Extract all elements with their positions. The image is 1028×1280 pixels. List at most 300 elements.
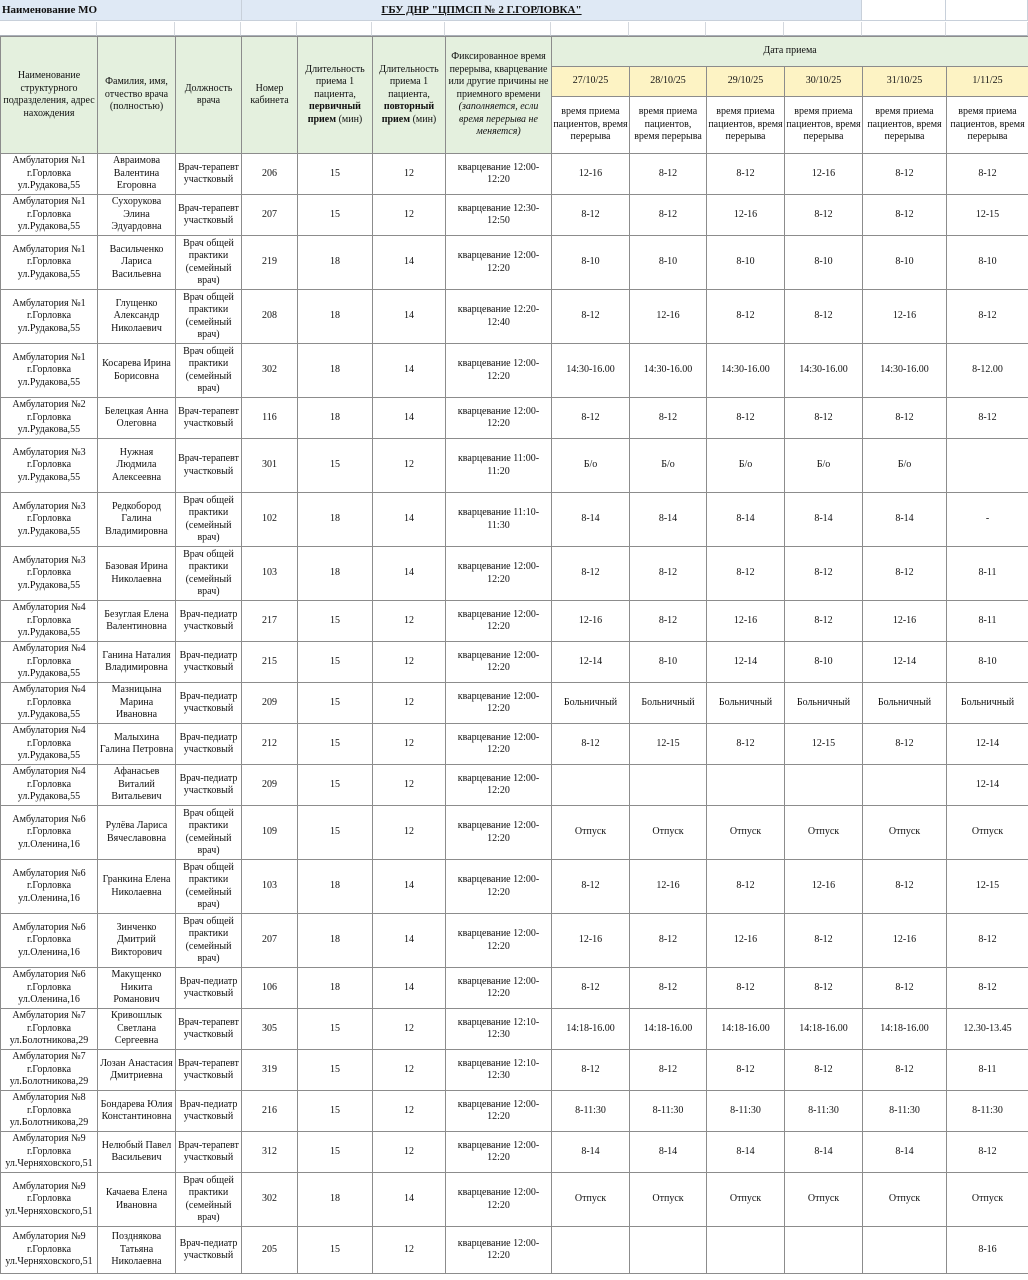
primary-duration-cell[interactable]: 18 [298,398,373,439]
schedule-cell[interactable]: 8-12 [863,1050,947,1091]
repeat-duration-cell[interactable]: 14 [373,493,446,547]
location-cell[interactable] [1,1091,98,1132]
schedule-cell[interactable]: Отпуск [707,1173,785,1227]
schedule-cell[interactable]: 8-12 [630,195,707,236]
schedule-cell[interactable]: 8-14 [785,1132,863,1173]
schedule-cell[interactable]: 12-16 [863,290,947,344]
schedule-cell[interactable]: 12-15 [630,724,707,765]
schedule-cell[interactable]: Отпуск [947,806,1028,860]
primary-duration-cell[interactable]: 18 [298,860,373,914]
position-cell[interactable] [176,914,242,968]
schedule-cell[interactable]: 14:30-16.00 [552,344,630,398]
cabinet-cell[interactable]: 219 [242,236,298,290]
schedule-cell[interactable]: 8-12 [863,195,947,236]
schedule-cell[interactable]: 8-14 [863,1132,947,1173]
repeat-duration-cell[interactable]: 14 [373,236,446,290]
doctor-name-cell[interactable] [98,154,176,195]
schedule-cell[interactable]: 8-14 [630,1132,707,1173]
doctor-name-cell[interactable] [98,1132,176,1173]
cabinet-cell[interactable]: 103 [242,547,298,601]
repeat-duration-cell[interactable]: 12 [373,765,446,806]
schedule-cell[interactable]: 8-12 [552,968,630,1009]
schedule-cell[interactable] [707,765,785,806]
schedule-cell[interactable] [552,1227,630,1274]
break-cell[interactable] [446,547,552,601]
schedule-cell[interactable]: 8-12 [630,398,707,439]
primary-duration-cell[interactable]: 15 [298,724,373,765]
cabinet-cell[interactable]: 106 [242,968,298,1009]
repeat-duration-cell[interactable]: 12 [373,806,446,860]
location-cell[interactable] [1,601,98,642]
schedule-cell[interactable]: 12-16 [552,914,630,968]
repeat-duration-cell[interactable]: 12 [373,1009,446,1050]
doctor-name-cell[interactable] [98,547,176,601]
schedule-cell[interactable] [947,439,1028,493]
doctor-name-cell[interactable] [98,236,176,290]
schedule-cell[interactable]: 8-11:30 [863,1091,947,1132]
schedule-cell[interactable]: 12-15 [785,724,863,765]
schedule-cell[interactable]: 8-12 [707,1050,785,1091]
position-cell[interactable] [176,236,242,290]
schedule-cell[interactable]: 8-12 [947,1132,1028,1173]
schedule-cell[interactable]: 8-10 [552,236,630,290]
schedule-cell[interactable]: 14:30-16.00 [630,344,707,398]
doctor-name-cell[interactable] [98,806,176,860]
primary-duration-cell[interactable]: 18 [298,344,373,398]
schedule-cell[interactable]: 8-12 [863,860,947,914]
schedule-cell[interactable]: 14:18-16.00 [785,1009,863,1050]
location-cell[interactable] [1,547,98,601]
schedule-cell[interactable]: Отпуск [863,1173,947,1227]
repeat-duration-cell[interactable]: 14 [373,914,446,968]
position-cell[interactable] [176,493,242,547]
doctor-name-cell[interactable] [98,683,176,724]
break-cell[interactable] [446,1227,552,1274]
schedule-cell[interactable] [785,765,863,806]
primary-duration-cell[interactable]: 15 [298,806,373,860]
schedule-cell[interactable]: 14:30-16.00 [785,344,863,398]
location-cell[interactable] [1,1227,98,1274]
repeat-duration-cell[interactable]: 14 [373,860,446,914]
break-cell[interactable] [446,765,552,806]
cabinet-cell[interactable]: 116 [242,398,298,439]
schedule-cell[interactable]: 8-12 [785,968,863,1009]
position-cell[interactable] [176,344,242,398]
primary-duration-cell[interactable]: 15 [298,765,373,806]
doctor-name-cell[interactable] [98,1091,176,1132]
schedule-cell[interactable]: 8-12 [552,724,630,765]
schedule-cell[interactable]: 8-12 [785,290,863,344]
schedule-cell[interactable]: 8-12 [630,968,707,1009]
doctor-name-cell[interactable] [98,765,176,806]
schedule-cell[interactable]: 8-10 [785,642,863,683]
schedule-cell[interactable]: Отпуск [785,806,863,860]
schedule-cell[interactable]: 8-12 [947,290,1028,344]
primary-duration-cell[interactable]: 15 [298,1091,373,1132]
cabinet-cell[interactable]: 216 [242,1091,298,1132]
location-cell[interactable] [1,1050,98,1091]
schedule-cell[interactable]: 8-14 [707,1132,785,1173]
repeat-duration-cell[interactable]: 14 [373,398,446,439]
location-cell[interactable] [1,1173,98,1227]
position-cell[interactable] [176,806,242,860]
schedule-cell[interactable]: 12-16 [552,601,630,642]
schedule-cell[interactable]: 8-12 [863,398,947,439]
cabinet-cell[interactable]: 212 [242,724,298,765]
schedule-cell[interactable]: 8-10 [630,642,707,683]
schedule-cell[interactable]: Больничный [707,683,785,724]
schedule-cell[interactable]: 12-16 [707,195,785,236]
location-cell[interactable] [1,344,98,398]
location-cell[interactable] [1,154,98,195]
location-cell[interactable] [1,439,98,493]
schedule-cell[interactable]: 8-12 [552,860,630,914]
repeat-duration-cell[interactable]: 14 [373,547,446,601]
cabinet-cell[interactable]: 109 [242,806,298,860]
schedule-cell[interactable]: 8-12 [947,968,1028,1009]
primary-duration-cell[interactable]: 18 [298,914,373,968]
schedule-cell[interactable]: Отпуск [630,1173,707,1227]
schedule-cell[interactable]: Отпуск [785,1173,863,1227]
schedule-cell[interactable]: Отпуск [630,806,707,860]
cabinet-cell[interactable]: 209 [242,765,298,806]
schedule-cell[interactable]: 12-16 [707,601,785,642]
schedule-cell[interactable]: 12.30-13.45 [947,1009,1028,1050]
doctor-name-cell[interactable] [98,914,176,968]
schedule-cell[interactable]: 14:30-16.00 [863,344,947,398]
schedule-cell[interactable]: 12-16 [630,290,707,344]
mo-value-cell[interactable] [242,0,862,21]
position-cell[interactable] [176,1050,242,1091]
schedule-cell[interactable]: 12-14 [552,642,630,683]
schedule-cell[interactable]: 8-16 [947,1227,1028,1274]
doctor-name-cell[interactable] [98,1009,176,1050]
schedule-cell[interactable]: 8-10 [707,236,785,290]
cabinet-cell[interactable]: 215 [242,642,298,683]
repeat-duration-cell[interactable]: 12 [373,724,446,765]
location-cell[interactable] [1,493,98,547]
doctor-name-cell[interactable] [98,642,176,683]
repeat-duration-cell[interactable]: 12 [373,683,446,724]
repeat-duration-cell[interactable]: 12 [373,1132,446,1173]
schedule-cell[interactable]: 12-14 [707,642,785,683]
doctor-name-cell[interactable] [98,1173,176,1227]
cabinet-cell[interactable]: 205 [242,1227,298,1274]
cabinet-cell[interactable]: 102 [242,493,298,547]
schedule-cell[interactable]: 8-11 [947,601,1028,642]
schedule-cell[interactable]: 12-15 [947,195,1028,236]
schedule-cell[interactable]: Б/о [785,439,863,493]
schedule-cell[interactable]: 8-12 [785,601,863,642]
break-cell[interactable] [446,1050,552,1091]
repeat-duration-cell[interactable]: 12 [373,642,446,683]
location-cell[interactable] [1,683,98,724]
cabinet-cell[interactable]: 319 [242,1050,298,1091]
schedule-cell[interactable]: 12-16 [785,860,863,914]
schedule-cell[interactable]: Больничный [947,683,1028,724]
location-cell[interactable] [1,968,98,1009]
cabinet-cell[interactable]: 302 [242,344,298,398]
doctor-name-cell[interactable] [98,1050,176,1091]
break-cell[interactable] [446,344,552,398]
schedule-cell[interactable]: 8-14 [552,1132,630,1173]
break-cell[interactable] [446,1132,552,1173]
schedule-cell[interactable]: 8-11:30 [630,1091,707,1132]
repeat-duration-cell[interactable]: 12 [373,1091,446,1132]
schedule-cell[interactable]: 8-12 [630,154,707,195]
position-cell[interactable] [176,1091,242,1132]
schedule-cell[interactable]: 12-16 [785,154,863,195]
schedule-cell[interactable]: 8-12 [630,547,707,601]
repeat-duration-cell[interactable]: 12 [373,154,446,195]
schedule-cell[interactable]: 8-12 [707,968,785,1009]
cabinet-cell[interactable]: 209 [242,683,298,724]
schedule-cell[interactable]: 8-12 [552,547,630,601]
schedule-cell[interactable]: 8-12.00 [947,344,1028,398]
break-cell[interactable] [446,1009,552,1050]
location-cell[interactable] [1,860,98,914]
doctor-name-cell[interactable] [98,439,176,493]
repeat-duration-cell[interactable]: 14 [373,344,446,398]
position-cell[interactable] [176,1173,242,1227]
schedule-cell[interactable]: 8-12 [552,195,630,236]
schedule-cell[interactable]: 8-10 [630,236,707,290]
primary-duration-cell[interactable]: 18 [298,547,373,601]
schedule-cell[interactable]: 8-10 [947,236,1028,290]
schedule-cell[interactable]: 8-12 [707,724,785,765]
schedule-cell[interactable]: 8-12 [785,1050,863,1091]
schedule-cell[interactable]: 8-12 [863,547,947,601]
doctor-name-cell[interactable] [98,968,176,1009]
schedule-cell[interactable]: 14:30-16.00 [707,344,785,398]
schedule-cell[interactable]: 12-14 [947,765,1028,806]
schedule-cell[interactable]: 8-12 [947,914,1028,968]
schedule-cell[interactable]: 12-14 [947,724,1028,765]
position-cell[interactable] [176,547,242,601]
schedule-cell[interactable] [785,1227,863,1274]
empty-cell[interactable] [862,0,946,21]
schedule-cell[interactable]: Б/о [707,439,785,493]
schedule-cell[interactable] [863,765,947,806]
primary-duration-cell[interactable]: 15 [298,439,373,493]
schedule-cell[interactable]: 12-14 [863,642,947,683]
position-cell[interactable] [176,1227,242,1274]
schedule-cell[interactable]: 8-12 [863,724,947,765]
break-cell[interactable] [446,683,552,724]
primary-duration-cell[interactable]: 18 [298,968,373,1009]
primary-duration-cell[interactable]: 15 [298,683,373,724]
schedule-cell[interactable] [630,765,707,806]
primary-duration-cell[interactable]: 15 [298,195,373,236]
schedule-cell[interactable]: Больничный [552,683,630,724]
schedule-cell[interactable]: 8-10 [947,642,1028,683]
break-cell[interactable] [446,1173,552,1227]
repeat-duration-cell[interactable]: 12 [373,439,446,493]
break-cell[interactable] [446,154,552,195]
repeat-duration-cell[interactable]: 14 [373,1173,446,1227]
schedule-cell[interactable]: Б/о [863,439,947,493]
schedule-cell[interactable]: Отпуск [863,806,947,860]
schedule-cell[interactable]: 14:18-16.00 [630,1009,707,1050]
repeat-duration-cell[interactable]: 12 [373,601,446,642]
schedule-cell[interactable]: 14:18-16.00 [552,1009,630,1050]
doctor-name-cell[interactable] [98,724,176,765]
schedule-cell[interactable]: 12-16 [863,601,947,642]
schedule-cell[interactable]: 8-11:30 [947,1091,1028,1132]
schedule-cell[interactable]: 8-12 [863,154,947,195]
doctor-name-cell[interactable] [98,195,176,236]
schedule-cell[interactable]: 8-14 [707,493,785,547]
schedule-cell[interactable]: Больничный [630,683,707,724]
break-cell[interactable] [446,290,552,344]
location-cell[interactable] [1,806,98,860]
repeat-duration-cell[interactable]: 12 [373,1050,446,1091]
location-cell[interactable] [1,1132,98,1173]
location-cell[interactable] [1,195,98,236]
break-cell[interactable] [446,806,552,860]
cabinet-cell[interactable]: 301 [242,439,298,493]
schedule-cell[interactable]: 8-12 [552,398,630,439]
schedule-cell[interactable]: Больничный [863,683,947,724]
position-cell[interactable] [176,1009,242,1050]
primary-duration-cell[interactable]: 15 [298,601,373,642]
position-cell[interactable] [176,601,242,642]
cabinet-cell[interactable]: 208 [242,290,298,344]
primary-duration-cell[interactable]: 15 [298,1132,373,1173]
break-cell[interactable] [446,236,552,290]
break-cell[interactable] [446,1091,552,1132]
primary-duration-cell[interactable]: 15 [298,1009,373,1050]
schedule-cell[interactable]: 8-11 [947,547,1028,601]
break-cell[interactable] [446,642,552,683]
repeat-duration-cell[interactable]: 12 [373,195,446,236]
schedule-cell[interactable]: 8-10 [863,236,947,290]
schedule-cell[interactable]: 8-11:30 [552,1091,630,1132]
break-cell[interactable] [446,724,552,765]
schedule-cell[interactable]: 8-12 [785,195,863,236]
schedule-cell[interactable]: 8-11 [947,1050,1028,1091]
repeat-duration-cell[interactable]: 12 [373,1227,446,1274]
empty-cell[interactable] [946,0,1028,21]
location-cell[interactable] [1,642,98,683]
schedule-cell[interactable]: Больничный [785,683,863,724]
schedule-cell[interactable]: 8-12 [707,398,785,439]
location-cell[interactable] [1,914,98,968]
cabinet-cell[interactable]: 302 [242,1173,298,1227]
schedule-cell[interactable]: 14:18-16.00 [707,1009,785,1050]
location-cell[interactable] [1,290,98,344]
schedule-cell[interactable]: 8-12 [707,860,785,914]
position-cell[interactable] [176,398,242,439]
schedule-cell[interactable]: Отпуск [707,806,785,860]
cabinet-cell[interactable]: 207 [242,914,298,968]
schedule-cell[interactable]: Отпуск [947,1173,1028,1227]
position-cell[interactable] [176,724,242,765]
doctor-name-cell[interactable] [98,493,176,547]
schedule-cell[interactable]: 12-15 [947,860,1028,914]
location-cell[interactable] [1,1009,98,1050]
cabinet-cell[interactable]: 207 [242,195,298,236]
schedule-cell[interactable]: 8-12 [947,398,1028,439]
position-cell[interactable] [176,290,242,344]
doctor-name-cell[interactable] [98,601,176,642]
position-cell[interactable] [176,683,242,724]
position-cell[interactable] [176,968,242,1009]
repeat-duration-cell[interactable]: 14 [373,290,446,344]
schedule-cell[interactable]: 8-12 [707,547,785,601]
schedule-cell[interactable]: Отпуск [552,806,630,860]
position-cell[interactable] [176,439,242,493]
schedule-cell[interactable]: 8-12 [630,601,707,642]
schedule-cell[interactable]: 8-12 [707,290,785,344]
schedule-cell[interactable] [630,1227,707,1274]
break-cell[interactable] [446,398,552,439]
schedule-cell[interactable] [707,1227,785,1274]
schedule-cell[interactable]: 12-16 [707,914,785,968]
cabinet-cell[interactable]: 305 [242,1009,298,1050]
doctor-name-cell[interactable] [98,398,176,439]
break-cell[interactable] [446,914,552,968]
break-cell[interactable] [446,493,552,547]
location-cell[interactable] [1,765,98,806]
schedule-cell[interactable]: 8-10 [785,236,863,290]
location-cell[interactable] [1,724,98,765]
schedule-cell[interactable]: 8-11:30 [707,1091,785,1132]
schedule-cell[interactable]: 12-16 [630,860,707,914]
position-cell[interactable] [176,860,242,914]
location-cell[interactable] [1,236,98,290]
schedule-cell[interactable]: 8-14 [630,493,707,547]
location-cell[interactable] [1,398,98,439]
schedule-cell[interactable]: - [947,493,1028,547]
primary-duration-cell[interactable]: 18 [298,290,373,344]
schedule-cell[interactable]: 8-12 [552,290,630,344]
doctor-name-cell[interactable] [98,290,176,344]
schedule-cell[interactable]: Б/о [630,439,707,493]
cabinet-cell[interactable]: 312 [242,1132,298,1173]
primary-duration-cell[interactable]: 15 [298,1050,373,1091]
schedule-cell[interactable]: 8-12 [785,547,863,601]
schedule-cell[interactable]: 8-12 [630,1050,707,1091]
schedule-cell[interactable] [552,765,630,806]
cabinet-cell[interactable]: 103 [242,860,298,914]
schedule-cell[interactable]: 8-12 [630,914,707,968]
schedule-cell[interactable] [863,1227,947,1274]
break-cell[interactable] [446,601,552,642]
schedule-cell[interactable]: 12-16 [552,154,630,195]
cabinet-cell[interactable]: 206 [242,154,298,195]
break-cell[interactable] [446,195,552,236]
break-cell[interactable] [446,968,552,1009]
schedule-cell[interactable]: 8-12 [552,1050,630,1091]
doctor-name-cell[interactable] [98,860,176,914]
position-cell[interactable] [176,1132,242,1173]
schedule-cell[interactable]: 14:18-16.00 [863,1009,947,1050]
break-cell[interactable] [446,860,552,914]
primary-duration-cell[interactable]: 15 [298,1227,373,1274]
schedule-cell[interactable]: Б/о [552,439,630,493]
break-cell[interactable] [446,439,552,493]
cabinet-cell[interactable]: 217 [242,601,298,642]
doctor-name-cell[interactable] [98,344,176,398]
primary-duration-cell[interactable]: 18 [298,493,373,547]
primary-duration-cell[interactable]: 15 [298,642,373,683]
schedule-cell[interactable]: 8-14 [863,493,947,547]
repeat-duration-cell[interactable]: 14 [373,968,446,1009]
primary-duration-cell[interactable]: 18 [298,236,373,290]
schedule-cell[interactable]: 8-14 [785,493,863,547]
schedule-cell[interactable]: 8-12 [947,154,1028,195]
